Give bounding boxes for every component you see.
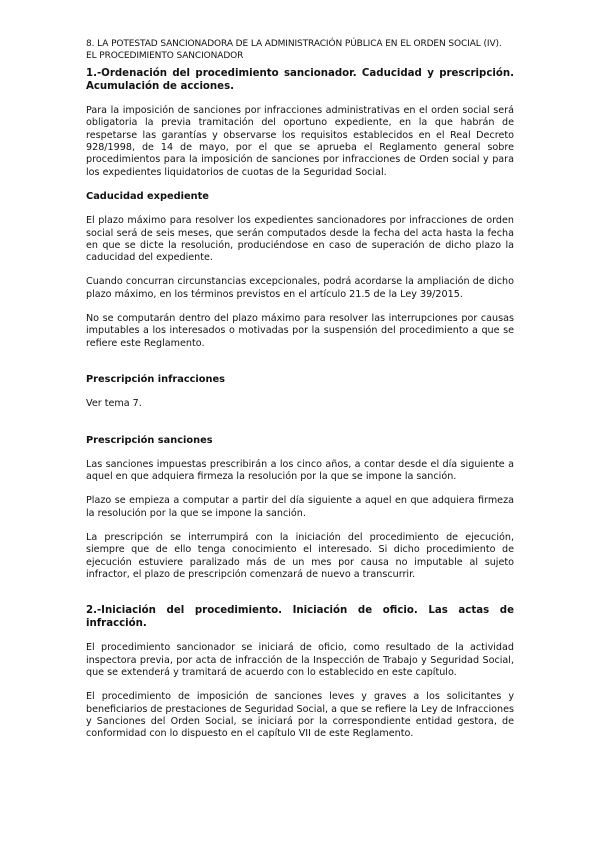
document-page bbox=[86, 38, 514, 740]
header-line-1: 8. LA POTESTAD SANCIONADORA DE LA ADMINISTRACIÓN PÚBLICA EN EL ORDEN SOCIAL (IV). bbox=[86, 39, 502, 49]
prescripcion-sanciones-paragraph-3: La prescripción se interrumpirá con la iniciación del procedimiento de ejecución, siempre que de ello tenga conocimiento el interesado. Si dicho procedimiento de ejecución estuviere paralizado más de un mes por causa no imputable al sujeto infractor, el plazo de prescripción comenzará de nuevo a transcurrir. bbox=[86, 532, 514, 580]
caducidad-title: Caducidad expediente bbox=[86, 190, 209, 202]
caducidad-paragraph-1: El plazo máximo para resolver los expedientes sancionadores por infracciones de orden social será de seis meses, que serán computados desde la fecha del acta hasta la fecha en que se dicte la resolución, produciéndose en caso de superación de dicho plazo la caducidad del expediente. bbox=[86, 215, 514, 264]
header-line-2: EL PROCEDIMIENTO SANCIONADOR bbox=[86, 51, 244, 61]
section-2-title: 2.-Iniciación del procedimiento. Iniciación de oficio. Las actas de infracción. bbox=[86, 605, 514, 629]
prescripcion-sanciones-paragraph-1: Las sanciones impuestas prescribirán a los cinco años, a contar desde el día siguiente a aquel en que adquiera firmeza la resolución por la que se impone la sanción. bbox=[86, 458, 514, 483]
section-2-paragraph-1: El procedimiento sancionador se iniciará de oficio, como resultado de la actividad inspectora previa, por acta de infracción de la Inspección de Trabajo y Seguridad Social, que se extenderá y tramitará de acuerdo con lo establecido en este capítulo. bbox=[86, 642, 514, 678]
document-header bbox=[86, 38, 514, 62]
section-1-title: 1.-Ordenación del procedimiento sancionador. Caducidad y prescripción. Acumulación de acciones. bbox=[86, 68, 514, 92]
prescripcion-sanciones-paragraph-2: Plazo se empieza a computar a partir del día siguiente a aquel en que adquiera firmeza la resolución por la que se impone la sanción. bbox=[86, 495, 514, 519]
prescripcion-infracciones-title: Prescripción infracciones bbox=[86, 373, 225, 385]
section-2-paragraph-2: El procedimiento de imposición de sanciones leves y graves a los solicitantes y beneficiarios de prestaciones de Seguridad Social, a que se refiere la Ley de Infracciones y Sanciones del Orden Social, se iniciará por la correspondiente entidad gestora, de conformidad con lo dispuesto en el capítulo VII de este Reglamento. bbox=[86, 691, 514, 740]
section-1-paragraph-1: Para la imposición de sanciones por infracciones administrativas en el orden social será obligatoria la previa tramitación del oportuno expediente, en la que habrán de respetarse las garantías y observarse los requisitos establecidos en el Real Decreto 928/1998, de 14 de mayo, por el que se aprueba el Reglamento general sobre procedimientos para la imposición de sanciones por infracciones de Orden social y para los expedientes liquidatorios de cuotas de la Seguridad Social. bbox=[86, 105, 514, 178]
caducidad-paragraph-3: No se computarán dentro del plazo máximo para resolver las interrupciones por causas imputables a los interesados o motivadas por la suspensión del procedimiento a que se refiere este Reglamento. bbox=[86, 313, 514, 349]
caducidad-paragraph-2: Cuando concurran circunstancias excepcionales, podrá acordarse la ampliación de dicho plazo máximo, en los términos previstos en el artículo 21.5 de la Ley 39/2015. bbox=[86, 276, 514, 300]
prescripcion-sanciones-title: Prescripción sanciones bbox=[86, 434, 213, 446]
prescripcion-infracciones-paragraph: Ver tema 7. bbox=[86, 398, 142, 410]
